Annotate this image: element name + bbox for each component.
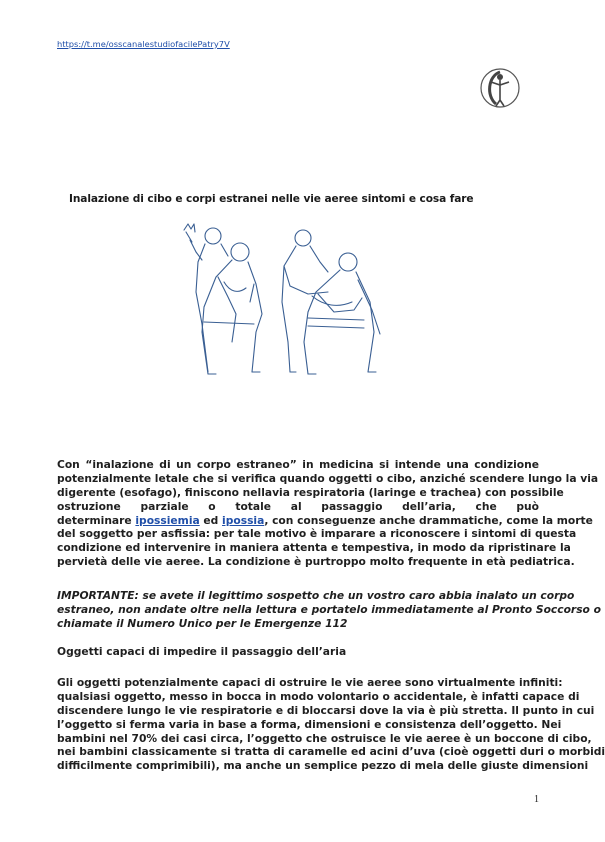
text-line: l’oggetto si ferma varia in base a forma, dimensioni e consistenza dell’oggetto. Nei — [57, 717, 562, 731]
text-line: Gli oggetti potenzialmente capaci di ostruire le vie aeree sono virtualmente infiniti: — [57, 676, 563, 689]
text-line: nei bambini classicamente si tratta di caramelle ed acini d’uva (cioè oggetti duri o morbidi — [57, 745, 605, 759]
text-line: del soggetto per asfissia: per tale motivo è imparare a riconoscere i sintomi di questa — [57, 527, 577, 541]
logo-icon — [478, 66, 522, 110]
telegram-link[interactable]: https://t.me/osscanalestudiofacilePatry7V — [57, 39, 230, 49]
text-line: pervietà delle vie aeree. La condizione è purtroppo molto frequente in età pediatrica. — [57, 555, 575, 569]
text-line: digerente (esofago), finiscono nellavia respiratoria (laringe e trachea) con possibile — [57, 485, 564, 499]
text-line: Con “inalazione di un corpo estraneo” in medicina si intende una condizione — [57, 458, 539, 471]
text-line — [57, 513, 593, 528]
text-line: bambini nel 70% dei casi circa, l’oggetto che ostruisce le vie aeree è un boccone di cibo, — [57, 731, 592, 745]
ipossia-link[interactable]: ipossia — [222, 513, 265, 527]
text-line: ostruzione parziale o totale al passaggio dell’aria, che può — [57, 499, 539, 513]
intro-paragraph — [57, 458, 599, 569]
ipossiemia-link[interactable]: ipossiemia — [135, 513, 200, 527]
text-line: potenzialmente letale che si verifica quando oggetti o cibo, anziché scendere lungo la via — [57, 471, 599, 485]
objects-paragraph — [57, 676, 605, 773]
page-number: 1 — [534, 794, 539, 805]
text-line: qualsiasi oggetto, messo in bocca in modo volontario o accidentale, è infatti capace di — [57, 689, 580, 703]
text-line: difficilmente comprimibili), ma anche un semplice pezzo di mela delle giuste dimensioni — [57, 759, 589, 773]
text-line: condizione ed intervenire in maniera attenta e tempestiva, in modo da ripristinare la — [57, 541, 571, 555]
text-fragment: ed — [199, 513, 223, 527]
text-line: IMPORTANTE: se avete il legittimo sospetto che un vostro caro abbia inalato un corpo — [57, 589, 575, 602]
text-line: discendere lungo le vie respiratorie e di bloccarsi dove la via è più stretta. Il punto in cui — [57, 703, 595, 717]
text-line: estraneo, non andate oltre nella lettura e portatelo immediatamente al Pronto Soccorso o — [57, 602, 601, 616]
document-title: Inalazione di cibo e corpi estranei nelle vie aeree sintomi e cosa fare — [69, 193, 474, 205]
heimlich-illustration — [158, 222, 390, 382]
text-line: chiamate il Numero Unico per le Emergenze 112 — [57, 616, 348, 630]
important-notice — [57, 589, 601, 631]
text-fragment: determinare — [57, 513, 136, 527]
section-heading: Oggetti capaci di impedire il passaggio dell’aria — [57, 645, 347, 658]
text-fragment: , con conseguenze anche drammatiche, come la morte — [264, 513, 593, 527]
